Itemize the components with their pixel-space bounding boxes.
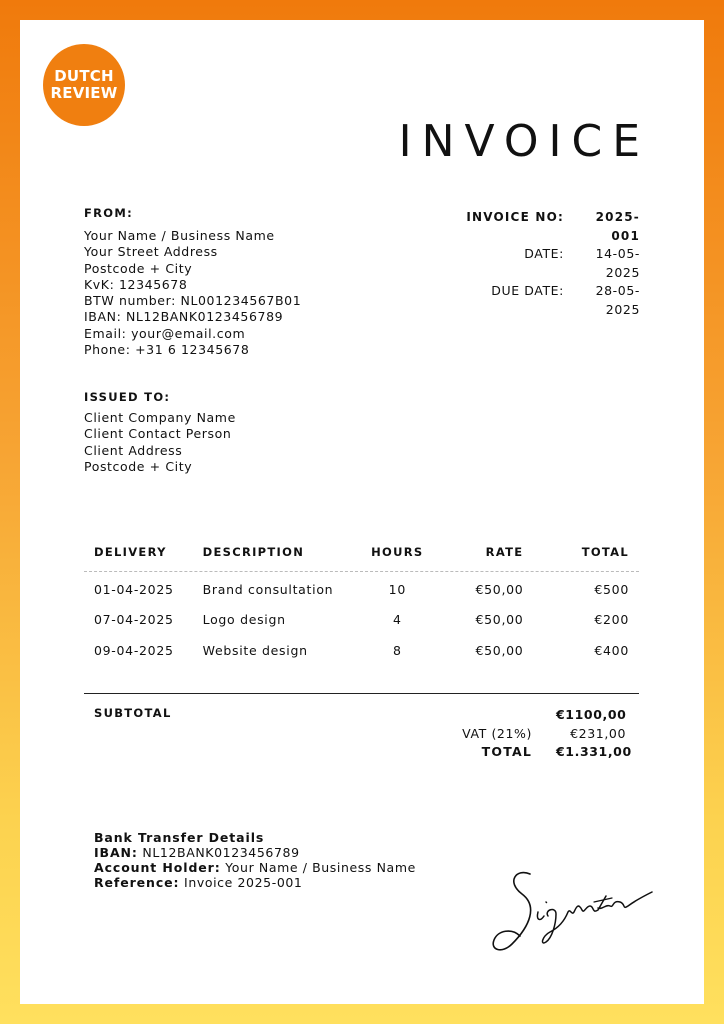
issued-to-label: ISSUED TO: (84, 390, 171, 404)
from-line: BTW number: NL001234567B01 (84, 293, 302, 309)
from-line: Your Street Address (84, 244, 218, 260)
invoice-number: 2025-001 (595, 210, 640, 243)
total-row (462, 743, 632, 762)
cell-delivery: 09-04-2025 (94, 642, 174, 658)
reference-value: Invoice 2025-001 (184, 875, 303, 890)
bank-heading: Bank Transfer Details (94, 830, 265, 845)
total-value: €1.331,00 (556, 744, 632, 759)
table-row (84, 574, 639, 605)
from-line: Your Name / Business Name (84, 228, 275, 243)
issued-to-line: Client Address (84, 442, 183, 458)
iban-label: IBAN: (94, 845, 138, 860)
dutch-review-logo (43, 44, 125, 126)
vat-row (462, 725, 626, 744)
header-hours: HOURS (371, 545, 424, 559)
issued-to-line: Postcode + City (84, 458, 193, 474)
table-header-divider (84, 571, 639, 572)
invoice-date: 14-05-2025 (595, 246, 640, 280)
issued-to-line: Client Company Name (84, 410, 236, 425)
iban-value: NL12BANK0123456789 (142, 845, 300, 860)
table-row (84, 605, 639, 636)
cell-total: €200 (594, 612, 629, 628)
logo-line-1: DUTCH (54, 67, 114, 85)
from-label: FROM: (84, 206, 134, 220)
from-line: Postcode + City (84, 260, 193, 276)
cell-rate: €50,00 (475, 612, 524, 628)
issued-to-block (84, 390, 236, 475)
date-label: DATE: (524, 246, 564, 261)
cell-total: €400 (594, 642, 629, 658)
issued-to-line: Client Contact Person (84, 426, 232, 442)
cell-rate: €50,00 (475, 642, 524, 658)
invoice-number-label: INVOICE NO: (466, 210, 564, 224)
cell-hours: 4 (393, 612, 402, 628)
header-delivery: DELIVERY (94, 545, 167, 559)
holder-label: Account Holder: (94, 860, 221, 875)
table-header-row (84, 542, 639, 562)
subtotal-label: SUBTOTAL (94, 706, 172, 720)
invoice-number-row (466, 208, 640, 245)
vat-value: €231,00 (570, 725, 626, 741)
from-line: Email: your@email.com (84, 325, 246, 341)
vat-label: VAT (21%) (462, 725, 532, 741)
cell-total: €500 (594, 581, 629, 597)
line-items-table (84, 542, 639, 666)
cell-description: Logo design (202, 612, 286, 628)
cell-description: Website design (202, 642, 308, 658)
due-date-row (466, 282, 640, 319)
subtotal-row (462, 706, 626, 725)
table-bottom-divider (84, 693, 639, 694)
holder-value: Your Name / Business Name (225, 860, 416, 875)
date-row (466, 245, 640, 282)
from-line: IBAN: NL12BANK0123456789 (84, 309, 284, 325)
total-label: TOTAL (481, 744, 532, 759)
header-total: TOTAL (581, 545, 629, 559)
cell-delivery: 01-04-2025 (94, 581, 174, 597)
table-row (84, 635, 639, 666)
from-line: KvK: 12345678 (84, 276, 188, 292)
logo-line-2: REVIEW (50, 84, 118, 102)
invoice-sheet (20, 20, 704, 1004)
header-rate: RATE (485, 545, 524, 559)
invoice-meta (466, 208, 640, 319)
due-date: 28-05-2025 (595, 283, 640, 317)
cell-rate: €50,00 (475, 581, 524, 597)
bank-details (94, 830, 416, 890)
cell-hours: 10 (388, 581, 406, 597)
signature-graphic (486, 866, 656, 956)
cell-description: Brand consultation (202, 581, 334, 597)
reference-label: Reference: (94, 875, 180, 890)
subtotal-value: €1100,00 (556, 707, 627, 722)
from-block (84, 206, 301, 358)
from-line: Phone: +31 6 12345678 (84, 342, 250, 358)
cell-hours: 8 (393, 642, 402, 658)
invoice-title: INVOICE (398, 116, 650, 167)
due-date-label: DUE DATE: (491, 283, 564, 298)
header-description: DESCRIPTION (202, 545, 305, 559)
cell-delivery: 07-04-2025 (94, 612, 174, 628)
totals-block (462, 706, 632, 762)
